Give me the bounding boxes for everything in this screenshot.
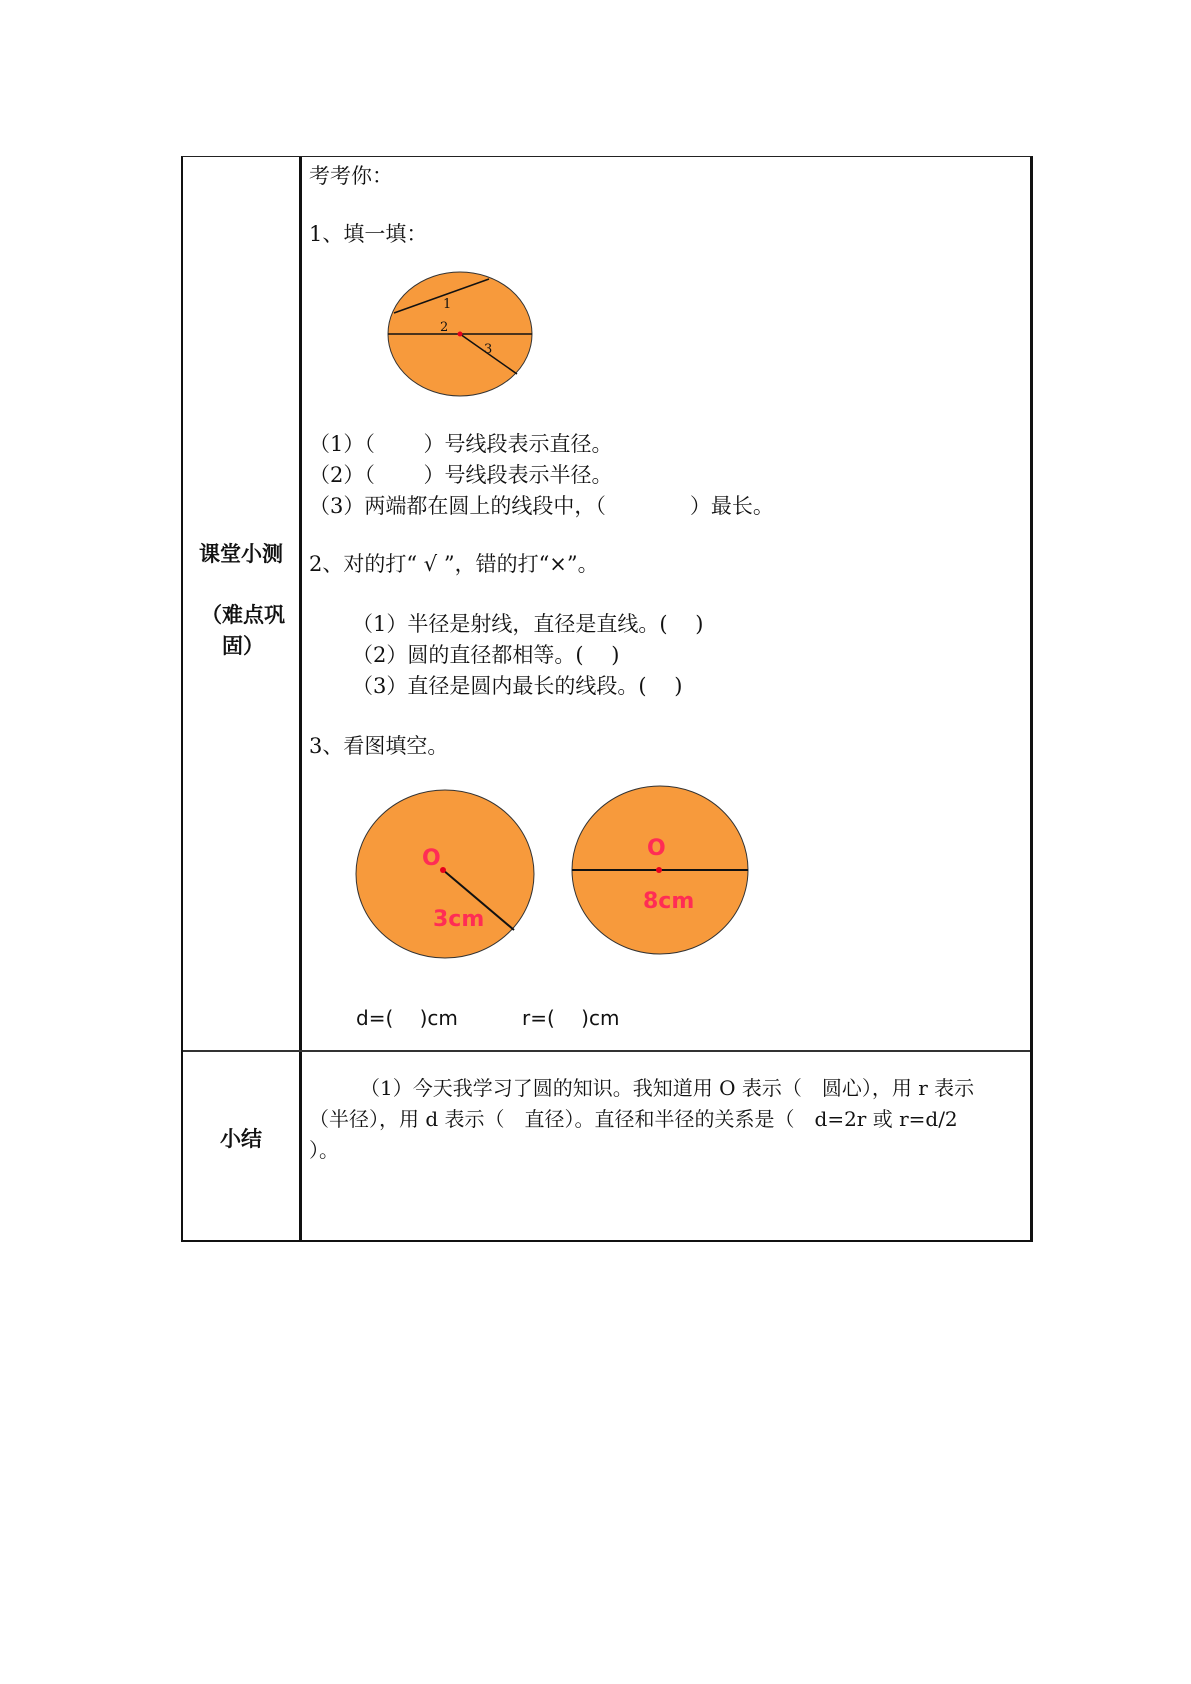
center-dot (458, 332, 463, 337)
circle-radius-diagram (354, 788, 536, 960)
segment-label-2: 2 (440, 320, 449, 335)
segment-label-3: 3 (484, 342, 493, 357)
q3-answer-2: r=( )cm (522, 1006, 620, 1030)
center-dot (656, 867, 662, 873)
q1-item-1: （1）（ ）号线段表示直径。 (309, 432, 613, 456)
row1-label: 课堂小测 (199, 542, 283, 566)
summary-line-1: （1）今天我学习了圆的知识。我知道用 O 表示（ 圆心），用 r 表示 (360, 1076, 975, 1100)
circle-diameter-diagram (570, 784, 750, 956)
q2-item-2: （2）圆的直径都相等。( ) (352, 643, 620, 667)
row-divider (183, 1050, 1030, 1052)
summary-line-3: ）。 (309, 1138, 339, 1162)
intro-text: 考考你： (309, 164, 393, 188)
q1-title: 1、填一填： (309, 222, 428, 246)
q2-item-3: （3）直径是圆内最长的线段。( ) (352, 674, 683, 698)
center-label: O (422, 846, 441, 871)
row1-sublabel: （难点巩 固） (201, 603, 285, 658)
q3-answer-1: d=( )cm (356, 1006, 458, 1030)
circle-segments-diagram (384, 270, 536, 400)
column-divider (299, 157, 302, 1240)
q2-item-1: （1）半径是射线，直径是直线。( ) (352, 612, 704, 636)
row2-label: 小结 (220, 1127, 262, 1151)
q1-item-3: （3）两端都在圆上的线段中，（ ）最长。 (309, 494, 774, 518)
q1-item-2: （2）（ ）号线段表示半径。 (309, 463, 613, 487)
radius-label: 3cm (433, 907, 485, 932)
diameter-label: 8cm (643, 889, 695, 914)
q3-title: 3、看图填空。 (309, 734, 449, 758)
summary-line-2: （半径），用 d 表示（ 直径）。直径和半径的关系是（ d=2r 或 r=d/2 (309, 1107, 958, 1131)
segment-label-1: 1 (443, 297, 452, 312)
center-label: O (647, 836, 666, 861)
q2-title: 2、对的打“ √ ”，错的打“×”。 (309, 552, 599, 576)
center-dot (440, 867, 446, 873)
